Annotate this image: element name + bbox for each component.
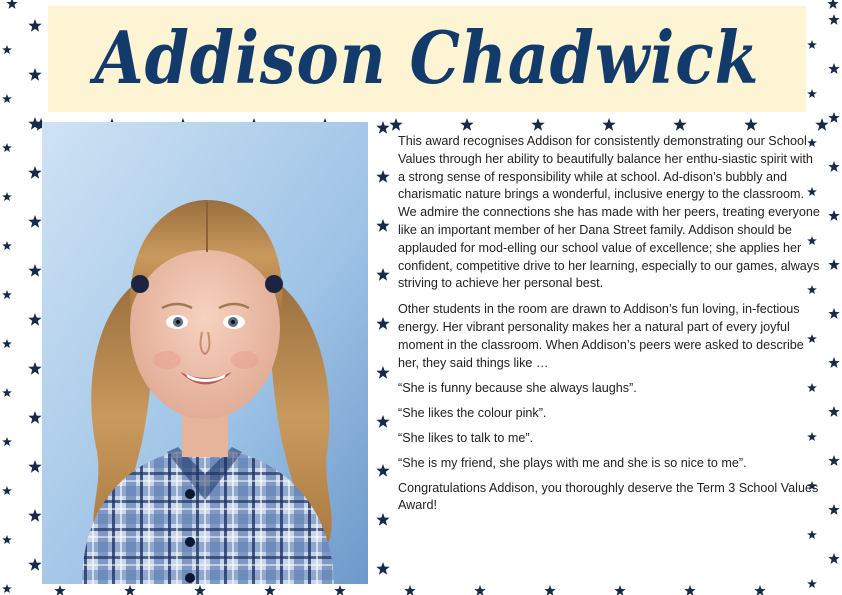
star-icon: [28, 215, 41, 228]
star-icon: [807, 40, 817, 49]
star-icon: [2, 437, 12, 446]
peer-quote: “She is funny because she always laughs”.: [398, 381, 637, 396]
star-icon: [2, 290, 12, 299]
star-icon: [807, 530, 817, 539]
star-icon: [2, 339, 12, 348]
star-icon: [828, 504, 839, 515]
star-icon: [2, 45, 12, 54]
star-icon: [828, 357, 839, 368]
star-icon: [28, 362, 41, 375]
star-icon: [614, 585, 625, 595]
award-paragraph: Other students in the room are drawn to Addison’s fun loving, in-fectious energy. Her vibrant personality makes her a natural part of every joyful moment in the classroom. When Addison’s peers were asked to describe her, they said things like …: [398, 302, 804, 370]
star-icon: [531, 118, 544, 131]
star-icon: [2, 535, 12, 544]
star-icon: [124, 585, 135, 595]
star-icon: [28, 19, 41, 32]
star-icon: [828, 14, 839, 25]
peer-quote: “She is my friend, she plays with me and she is so nice to me”.: [398, 455, 747, 470]
star-icon: [828, 161, 839, 172]
star-icon: [828, 308, 839, 319]
title-banner: [48, 6, 806, 112]
star-icon: [460, 118, 473, 131]
star-icon: [54, 585, 65, 595]
star-icon: [807, 89, 817, 98]
peer-quote: “She likes to talk to me”.: [398, 430, 534, 445]
star-icon: [28, 509, 41, 522]
star-icon: [828, 553, 839, 564]
star-icon: [376, 170, 389, 183]
star-icon: [28, 460, 41, 473]
star-icon: [376, 513, 389, 526]
student-portrait: [42, 122, 368, 584]
star-icon: [2, 192, 12, 201]
star-icon: [28, 558, 41, 571]
star-icon: [2, 584, 12, 593]
star-icon: [404, 585, 415, 595]
star-icon: [28, 411, 41, 424]
star-icon: [376, 562, 389, 575]
peer-quote: “She likes the colour pink”.: [398, 406, 547, 421]
star-icon: [376, 415, 389, 428]
closing-congratulations: Congratulations Addison, you thoroughly deserve the Term 3 School Values Award!: [398, 480, 819, 513]
student-photo: [42, 122, 368, 584]
star-icon: [827, 0, 838, 9]
star-icon: [807, 579, 817, 588]
star-icon: [828, 63, 839, 74]
star-icon: [2, 486, 12, 495]
star-icon: [828, 210, 839, 221]
star-icon: [28, 313, 41, 326]
star-icon: [544, 585, 555, 595]
star-icon: [334, 585, 345, 595]
star-icon: [376, 317, 389, 330]
star-icon: [28, 264, 41, 277]
star-icon: [2, 388, 12, 397]
star-icon: [376, 121, 389, 134]
star-icon: [376, 366, 389, 379]
star-icon: [2, 94, 12, 103]
star-icon: [684, 585, 695, 595]
star-icon: [828, 455, 839, 466]
star-icon: [474, 585, 485, 595]
star-icon: [2, 143, 12, 152]
star-icon: [376, 464, 389, 477]
star-icon: [673, 118, 686, 131]
star-icon: [744, 118, 757, 131]
star-icon: [376, 219, 389, 232]
star-icon: [828, 112, 839, 123]
star-icon: [389, 118, 402, 131]
student-name-title: Addison Chadwick: [94, 15, 760, 100]
star-icon: [28, 68, 41, 81]
star-icon: [828, 406, 839, 417]
star-icon: [6, 0, 17, 9]
star-icon: [828, 259, 839, 270]
star-icon: [754, 585, 765, 595]
star-icon: [264, 585, 275, 595]
award-paragraph: This award recognises Addison for consistently demonstrating our School Values through her ability to beautifully balance her enthu-siastic spirit with a strong sense of responsibility while at school. Ad-dison’s bubbly and charismatic nature brings a wonderful, inclusive energy to the classroom. We admire the connections she has made with her peers, treating everyone like an important member of her Dana Street family. Addison should be applauded for mod-elling our school value of excellence; she applies her confident, competitive drive to her learning, especially to our games, always striving to achieve her personal best.: [398, 134, 820, 291]
star-icon: [376, 268, 389, 281]
star-icon: [815, 118, 828, 131]
star-icon: [2, 241, 12, 250]
star-icon: [602, 118, 615, 131]
star-icon: [194, 585, 205, 595]
star-icon: [28, 166, 41, 179]
award-description: [398, 133, 820, 523]
